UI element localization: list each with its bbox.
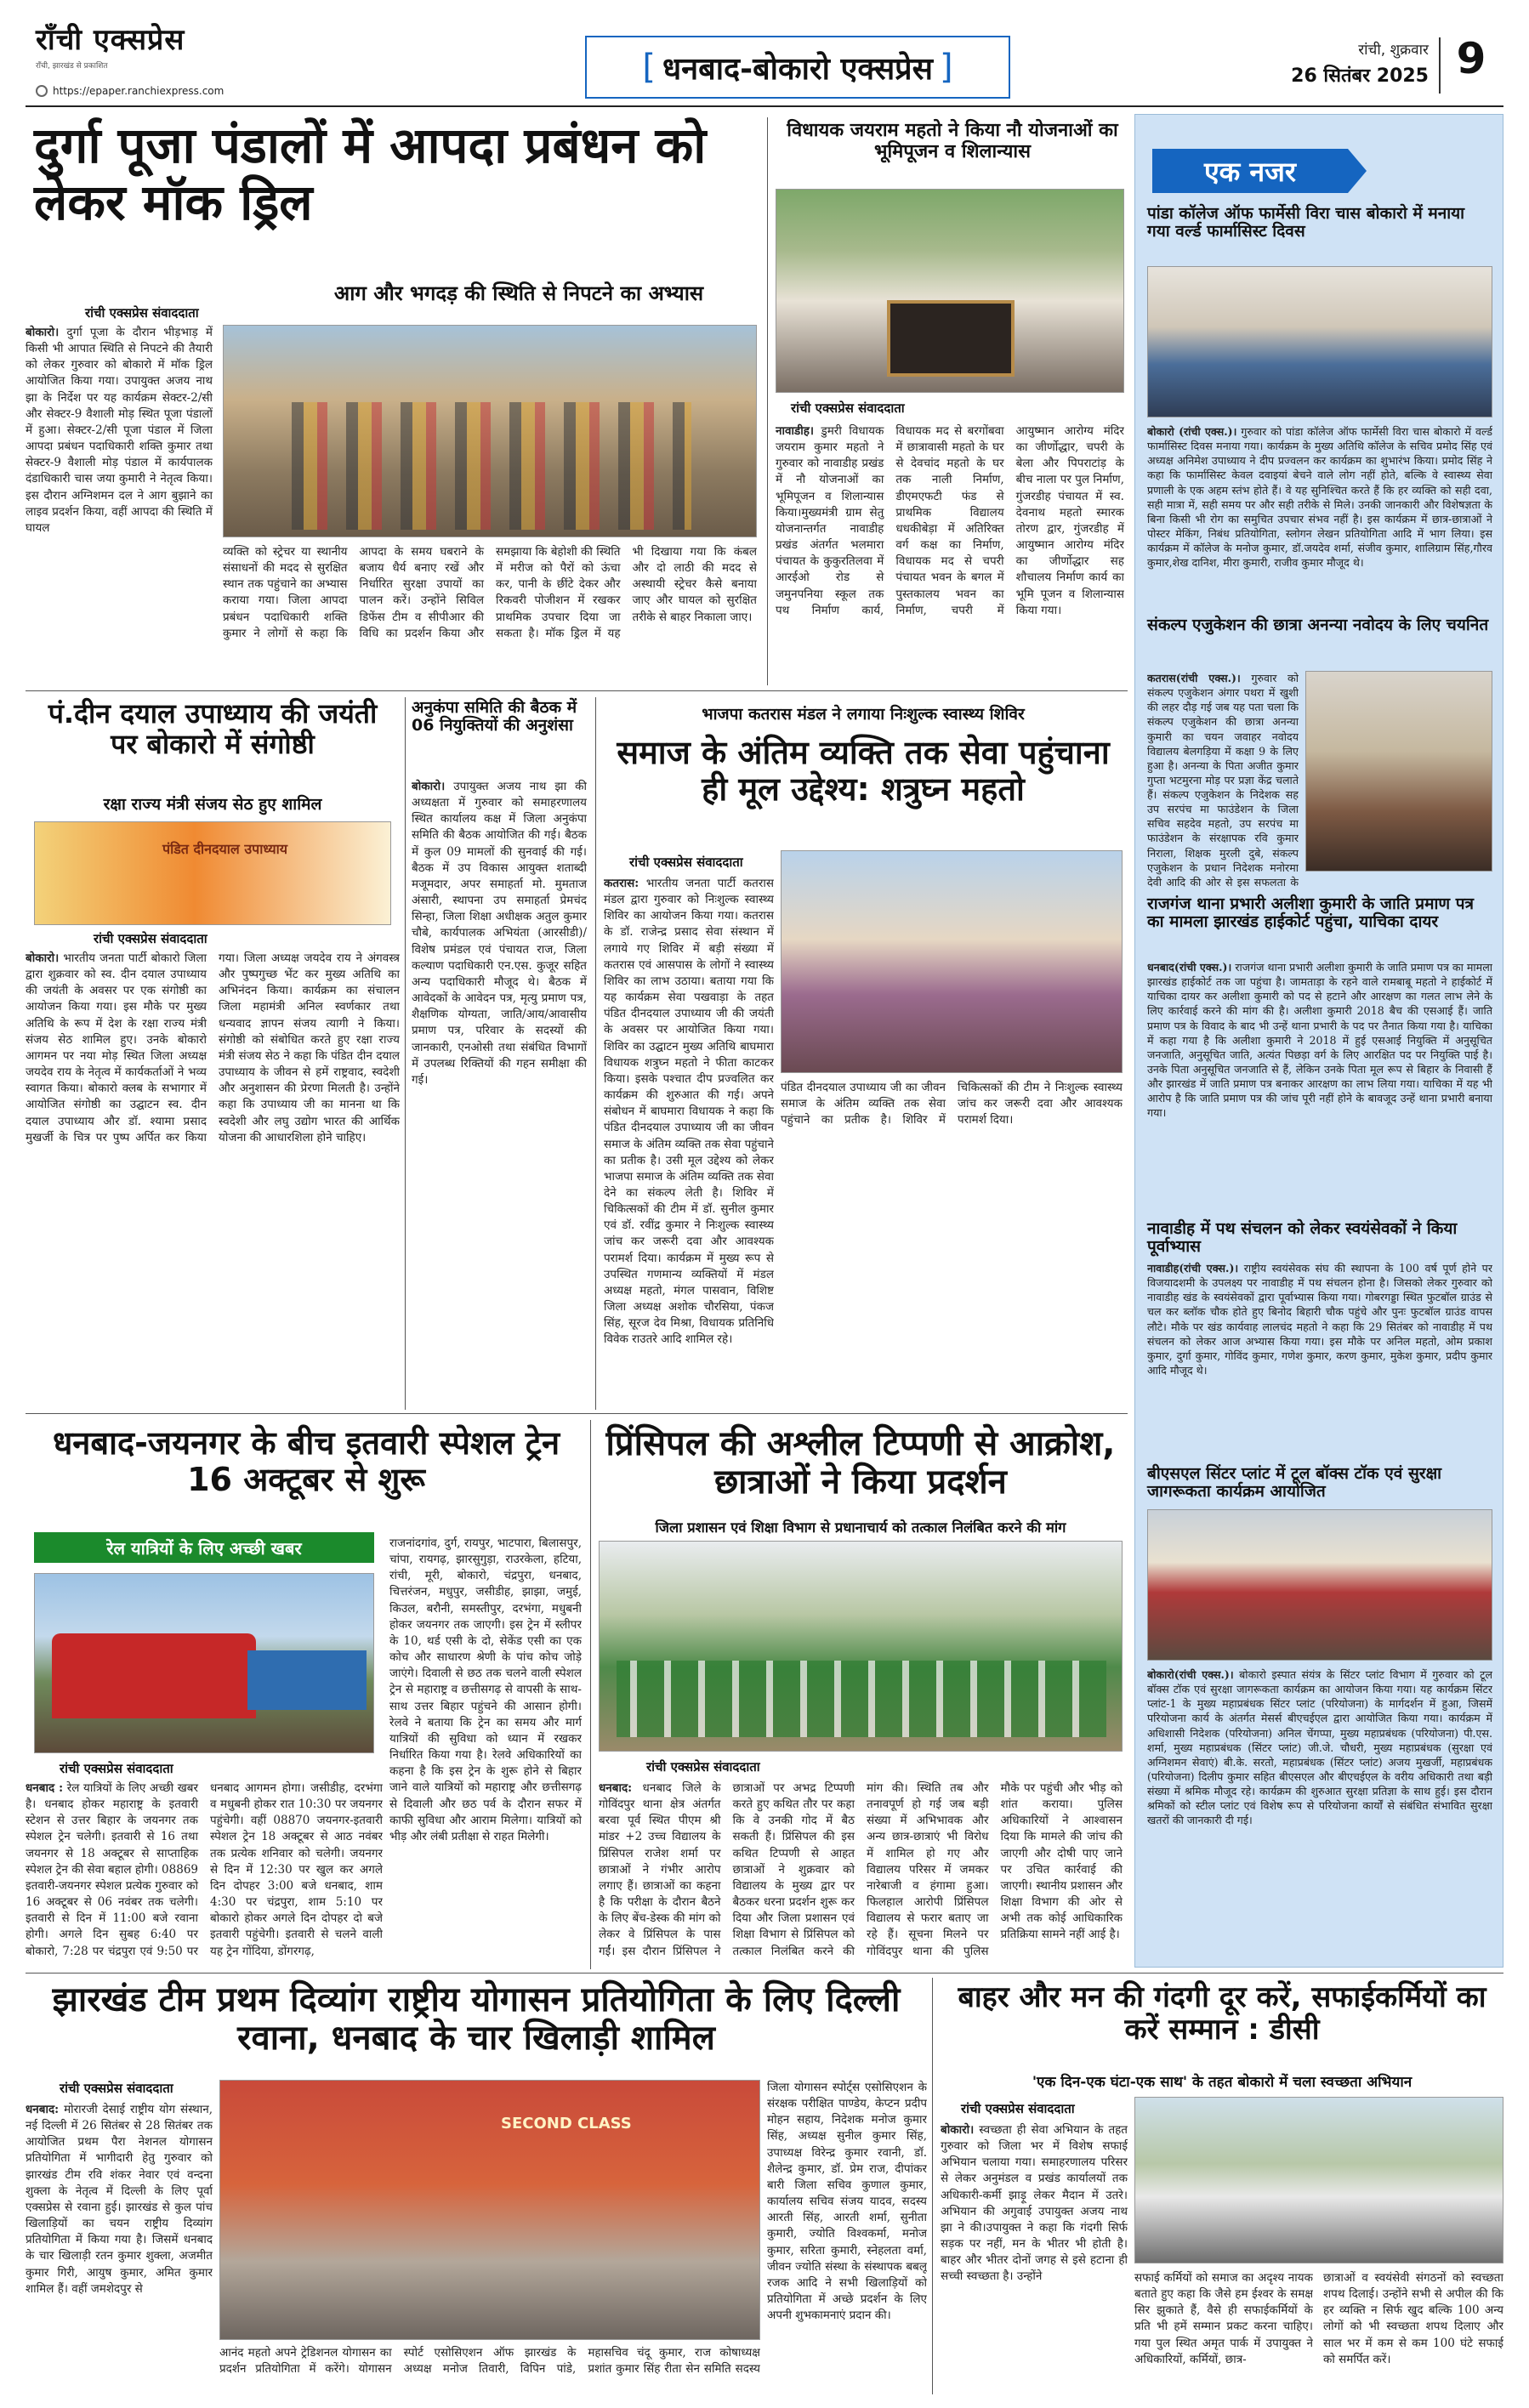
story6-body-a xyxy=(26,1780,383,1966)
globe-icon xyxy=(36,85,48,97)
story9-dateline: बोकारो। xyxy=(941,2123,975,2137)
story5-body-b xyxy=(781,1080,1123,1408)
url-line[interactable] xyxy=(36,82,224,100)
story8-text-b: आनंद महतो अपने ट्रेडिशनल योगासन का प्रदर्शन प्रतियोगिता में करेंगे। योगासन स्पोर्ट एसोसिएशन ऑफ झारखंड के अध्यक्ष मनोज तिवारी, विपिन पांडे, महासचिव चंदू कुमार, राज कोषाध्यक्ष प्रशांत कुमार सिंह रीता सेन समिति सदस्य xyxy=(219,2346,760,2377)
story3-dateline: बोकारो। xyxy=(26,951,60,965)
story1-byline: रांची एक्सप्रेस संवाददाता xyxy=(85,305,199,321)
row4-rule xyxy=(26,1973,1503,1974)
story9-left-rule xyxy=(932,1978,933,2394)
story5-kicker: भाजपा कतरास मंडल ने लगाया निःशुल्क स्वास्थ्य शिविर xyxy=(702,705,1025,724)
sidebar-item1-dateline: बोकारो (रांची एक्स.)। xyxy=(1147,425,1237,438)
story4-dateline: बोकारो। xyxy=(412,780,446,793)
story9-byline: रांची एक्सप्रेस संवाददाता xyxy=(961,2101,1075,2116)
story6-coach xyxy=(247,1650,367,1710)
story1-text-a: दुर्गा पूजा के दौरान भीड़भाड़ में किसी भी आपात स्थिति से निपटने की तैयारी को लेकर गुरुवार को बोकारो में मॉक ड्रिल आयोजित किया गया। उपायुक्त अजय नाथ झा के निर्देश पर यह कार्यक्रम सेक्टर-2/सी और सेक्टर-9 वैशाली मोड़ स्थित पूजा पंडालों में हुआ। सेक्टर-2/सी पूजा पंडाल में जिला आपदा प्रबंधन पदाधिकारी शक्ति कुमार तथा सेक्टर-9 वैशाली मोड़ पंडाल में कार्यपालक दंडाधिकारी चास जया कुमारी ने नेतृत्व किया। इस दौरान अग्निशमन दल ने आग बुझाने का लाइव प्रदर्शन किया, वहीं आपदा की स्थिति में घायल xyxy=(26,326,213,535)
story3-headline: पं.दीन दयाल उपाध्याय की जयंती पर बोकारो में संगोष्ठी xyxy=(48,697,378,760)
story7-photo xyxy=(599,1541,1123,1752)
story1-body-b xyxy=(223,544,757,684)
masthead-rule xyxy=(26,105,1503,107)
date-block xyxy=(1225,39,1429,88)
story7-headline: प्रिंसिपल की अश्लील टिप्पणी से आक्रोश, छात्राओं ने किया प्रदर्शन xyxy=(605,1424,1116,1502)
story6-text-b: राजनांदगांव, दुर्ग, रायपुर, भाटपारा, बिलासपुर, चांपा, रायगढ़, झारसुगुड़ा, राउरकेला, हटिया, रांची, मूरी, बोकारो, चंद्रपुरा, धनबाद, चित्तरंजन, मधुपुर, जसीडीह, झाझा, जमुई, किउल, बरौनी, समस्तीपुर, दरभंगा, मधुबनी होकर जयनगर तक जाएगी। इस ट्रेन में स्लीपर के 10, थर्ड एसी के दो, सेकेंड एसी का एक कोच और साधारण श्रेणी के पांच कोच जोड़े जाएंगे। दिवाली से छठ तक चलने वाली स्पेशल ट्रेन से महाराष्ट्र व छत्तीसगढ़ से वापसी के साथ-साथ उत्तर बिहार पहुंचने की आसान होगी। रेलवे ने बताया कि ट्रेन का समय और मार्ग यात्रियों की सुविधा को ध्यान में रखकर निर्धारित किया गया है। रेलवे अधिकारियों का कहना है कि इस ट्रेन के शुरू होने से बिहार जाने वाले यात्रियों को महाराष्ट्र और छत्तीसगढ़ से दिवाली और छठ पर्व के दौरान सफर में काफी सुविधा और आराम मिलेगा। यात्रियों को भीड़ और लंबी प्रतीक्षा से राहत मिलेगी। xyxy=(389,1536,582,1843)
story5-text-cont: पंडित दीनदयाल उपाध्याय जी का जीवन समाज के अंतिम व्यक्ति तक सेवा पहुंचाने का प्रतीक है। शिविर में चिकित्सकों की टीम ने निःशुल्क स्वास्थ्य जांच कर जरूरी दवा और आवश्यक परामर्श दिया। xyxy=(781,1081,1123,1127)
story3-photo xyxy=(34,821,391,925)
sidebar-item4-head: नावाडीह में पथ संचलन को लेकर स्वयंसेवकों ने किया पूर्वाभ्यास xyxy=(1147,1219,1458,1257)
story6-headline: धनबाद-जयनगर के बीच इतवारी स्पेशल ट्रेन 16 अक्टूबर से शुरू xyxy=(52,1424,560,1498)
bracket-right-icon: ] xyxy=(939,48,953,87)
sidebar-item2-head: संकल्प एजुकेशन की छात्रा अनन्या नवोदय के लिए चयनित xyxy=(1147,616,1489,634)
story8-text-c: जिला योगासन स्पोर्ट्स एसोसिएशन के संरक्षक परीक्षित पाण्डेय, केप्टन प्रदीप मोहन सहाय, निदेशक मनोज कुमार सिंह, अध्यक्ष सुनील कुमार सिंह, उपाध्यक्ष विरेन्द्र कुमार रवानी, डॉ. शैलेन्द्र कुमार, डॉ. प्रेम राज, दीपांकर बारी जिला सचिव कुणाल कुमार, कार्यालय सचिव संजय यादव, सदस्य आरती सिंह, आरती शर्मा, सुनीता कुमारी, ज्योति विश्वकर्मा, मनोज कुमार, सरिता कुमारी, स्नेहलता वर्मा, जीवन ज्योति संस्था के संस्थापक बबलू रजक आदि ने सभी खिलाड़ियों को प्रतियोगिता में अच्छे प्रदर्शन के लिए अपनी शुभकामनाएं प्रदान की। xyxy=(767,2081,927,2323)
story4-headline: अनुकंपा समिति की बैठक में 06 नियुक्तियों की अनुशंसा xyxy=(412,698,577,735)
sidebar-banner-arrow-icon xyxy=(1348,149,1367,193)
story4-text: उपायुक्त अजय नाथ झा की अध्यक्षता में गुरुवार को समाहरणालय स्थित कार्यालय कक्ष में जिला अनुकंपा समिति की बैठक आयोजित की गई। बैठक में कुल 09 मामलों की सुनवाई की गई। बैठक में उप विकास आयुक्त शताब्दी मजूमदार, अपर समाहर्ता मो. मुमताज अंसारी, स्थापना उप समाहर्ता प्रेमचंद सिन्हा, जिला शिक्षा अधीक्षक अतुल कुमार चौबे, कार्यपालक अभियंता (आरसीडी)/विशेष प्रमंडल एवं पंचायत राज, जिला कल्याण पदाधिकारी एन.एस. कुजूर सहित अन्य पदाधिकारी मौजूद थे। बैठक में आवेदकों के आवेदन पत्र, मृत्यु प्रमाण पत्र, शैक्षणिक योग्यता, जाति/आय/आवासीय प्रमाण पत्र, परिवार के सदस्यों की जानकारी, एनओसी तथा संबंधित विभागों में उपलब्ध रिक्तियों की गहन समीक्षा की गई। xyxy=(412,780,587,1087)
sidebar-item4-body xyxy=(1147,1261,1492,1458)
sidebar-item1-head: पांडा कॉलेज ऑफ फार्मेसी विरा चास बोकारो में मनाया गया वर्ल्ड फार्मासिस्ट दिवस xyxy=(1147,204,1465,241)
sidebar-banner xyxy=(1152,149,1348,193)
story1-photo-figures xyxy=(292,402,691,530)
story3-photo-caption: पंडित दीनदयाल उपाध्याय xyxy=(162,841,288,857)
story8-dateline: धनबाद: xyxy=(26,2103,60,2116)
story6-green-bar xyxy=(34,1532,374,1563)
story5-photo xyxy=(781,850,1123,1073)
story7-byline: रांची एक्सप्रेस संवाददाता xyxy=(646,1759,760,1775)
date-divider xyxy=(1439,37,1441,94)
story1-dateline: बोकारो। xyxy=(26,326,60,339)
sidebar-item5-dateline: बोकारो(रांची एक्स.)। xyxy=(1147,1668,1234,1681)
story8-photo xyxy=(219,2080,760,2340)
story1-text-b: व्यक्ति को स्ट्रेचर या स्थानीय संसाधनों की मदद से सुरक्षित स्थान तक पहुंचाने का अभ्यास कराया गया। जिला आपदा प्रबंधन पदाधिकारी शक्ति कुमार ने लोगों से कहा कि आपदा के समय घबराने के बजाय धैर्य बनाए रखें और निर्धारित सुरक्षा उपायों का पालन करें। उन्होंने सिविल डिफेंस टीम व सीपीआर की विधि का प्रदर्शन किया और समझाया कि बेहोशी की स्थिति में मरीज को पैरों को ऊंचा कर, पानी के छींटे देकर और रिकवरी पोजीशन में रखकर प्राथमिक उपचार दिया जा सकता है। मॉक ड्रिल में यह भी दिखाया गया कि कंबल और दो लाठी की मदद से अस्थायी स्ट्रेचर कैसे बनाया जाए और घायल को सुरक्षित तरीके से बाहर निकाला जाए। xyxy=(223,545,757,640)
story5-dateline: कतरास: xyxy=(604,877,639,890)
story8-photo-caption: SECOND CLASS xyxy=(501,2115,632,2133)
story6-byline: रांची एक्सप्रेस संवाददाता xyxy=(60,1761,173,1776)
story2-plaque xyxy=(887,300,1015,377)
section-title: धनबाद-बोकारो एक्सप्रेस xyxy=(662,51,933,87)
logo-text: राँची एक्सप्रेस xyxy=(36,23,185,57)
story6-text-a: रेल यात्रियों के लिए अच्छी खबर है। धनबाद होकर महाराष्ट्र के इतवारी स्टेशन से उत्तर बिहार के जयनगर तक स्पेशल ट्रेन चलेगी। इतवारी से 16 तथा जयनगर से 18 अक्टूबर से साप्ताहिक स्पेशल ट्रेन की सेवा बहाल होगी। 08869 इतवारी-जयनगर स्पेशल प्रत्येक गुरुवार को 16 अक्टूबर से 06 नवंबर तक चलेगी। इतवारी से दिन में 11:00 बजे रवाना होगी। अगले दिन सुबह 6:40 पर बोकारो, 7:28 पर चंद्रपुरा एवं 9:50 पर धनबाद आगमन होगा। जसीडीह, दरभंगा व मधुबनी होकर रात 10:30 पर जयनगर पहुंचेगी। वहीं 08870 जयनगर-इतवारी स्पेशल ट्रेन 18 अक्टूबर से आठ नवंबर तक प्रत्येक शनिवार को चलेगी। जयनगर से दिन में 12:30 पर खुल कर अगले दिन दोपहर 3:00 बजे धनबाद, शाम 4:30 पर चंद्रपुरा, शाम 5:10 पर बोकारो होकर अगले दिन दोपहर दो बजे इतवारी पहुंचेगी। इतवारी से चलने वाली यह ट्रेन गोंदिया, डोंगरगढ़, xyxy=(26,1781,383,1958)
sidebar-item1-photo xyxy=(1147,266,1492,417)
story9-body-b xyxy=(1134,2270,1313,2393)
story3-text: भारतीय जनता पार्टी बोकारो जिला द्वारा शुक्रवार को स्व. दीन दयाल उपाध्याय की जयंती के अवसर पर एक संगोष्ठी का आयोजन किया गया। इस मौके पर मुख्य अतिथि के रूप में देश के रक्षा राज्य मंत्री संजय सेठ शामिल हुए। उनके बोकारो आगमन पर नया मोड़ स्थित जिला अध्यक्ष जयदेव राय के नेतृत्व में कार्यकर्ताओं ने भव्य स्वागत किया। बोकारो क्लब के सभागार में आयोजित संगोष्ठी का उद्घाटन स्व. दीन दयाल उपाध्याय और डॉ. श्यामा प्रसाद मुखर्जी के चित्र पर पुष्प अर्पित कर किया गया। जिला अध्यक्ष जयदेव राय ने अंगवस्त्र और पुष्पगुच्छ भेंट कर मुख्य अतिथि का अभिनंदन किया। कार्यक्रम का संचालन जिला महामंत्री अनिल स्वर्णकार तथा धन्यवाद ज्ञापन संजय त्यागी ने किया। संगोष्ठी को संबोधित करते हुए रक्षा राज्य मंत्री संजय सेठ ने कहा कि पंडित दीन दयाल उपाध्याय के जीवन से हमें राष्ट्रवाद, स्वदेशी और अनुशासन की प्रेरणा मिलती है। उन्होंने कहा कि उपाध्याय जी का मानना था कि स्वदेशी और लघु उद्योग भारत की आर्थिक योजना की आधारशिला होने चाहिए। xyxy=(26,951,400,1144)
story6-photo xyxy=(34,1573,374,1753)
logo-tagline: राँची, झारखंड से प्रकाशित xyxy=(36,62,108,71)
sidebar-item3-text: राजगंज थाना प्रभारी अलीशा कुमारी के जाति प्रमाण पत्र का मामला झारखंड हाईकोर्ट तक जा पहुंचा है। जामताड़ा के रहने वाले रामबाबू महतो ने हाईकोर्ट में याचिका दायर कर अलीशा कुमारी को पद से हटाने और आरक्षण का गलत लाभ लेने के लिए कार्रवाई करने की मांग की है। अलीशा कुमारी 2018 बैच की एसआई हैं। जाति प्रमाण पत्र के विवाद के बाद भी उन्हें थाना प्रभारी के पद पर तैनात किया गया है। याचिका में कहा गया है कि अलीशा कुमारी ने 2018 में हुई एसआई नियुक्ति में अनुसूचित जनजाति, अनुसूचित जाति, अत्यंत पिछड़ा वर्ग के लिए आरक्षित पद पर नियुक्ति पाई है। उनके पिता अनुसूचित जनजाति से हैं, लेकिन उनके पिता मूल रूप से बिहार के निवासी हैं और झारखंड में जाति प्रमाण पत्र बनाकर आरक्षण का लाभ लिया गया। याचिका में यह भी आरोप है कि जाति प्रमाण पत्र की जांच पूरी नहीं होने के बावजूद उन्हें थाना प्रभारी बनाया गया। xyxy=(1147,961,1492,1120)
story2-text: डुमरी विधायक जयराम कुमार महतो ने गुरुवार को नावाडीह प्रखंड में नौ योजनाओं का भूमिपूजन व शिलान्यास किया।मुख्यमंत्री ग्राम सेतु योजनान्तर्गत नावाडीह प्रखंड अंतर्गत भलमारा पंचायत के कुकुरतिलवा में आरईओ रोड से जमुनपनिया स्कूल तक पथ निर्माण कार्य, विधायक मद से बरगोंबवा में छात्रावासी महतो के घर से देवचांद महतो के घर तक नाली निर्माण, डीएमएफटी फंड से प्राथमिक विद्यालय धधकीबेड़ा में अतिरिक्त वर्ग कक्ष का निर्माण, विधायक मद से चपरी पंचायत भवन के बगल में पुस्तकालय भवन का निर्माण, चपरी में आयुष्मान आरोग्य मंदिर का जीर्णोद्धार, चपरी के बेला और पिपराटांड़ के बीच नाला पर पुल निर्माण, गुंजरडीह पंचायत में स्व. देवनाथ महतो स्मारक तोरण द्वार, गुंजरडीह में आयुष्मान आरोग्य मंदिर का जीर्णोद्धार सह शौचालय निर्माण कार्य का भूमि पूजन व शिलान्यास किया गया। xyxy=(776,424,1124,617)
story9-body-a xyxy=(941,2122,1128,2393)
sidebar-item3-body xyxy=(1147,960,1492,1215)
sidebar-item2-body xyxy=(1147,671,1299,890)
story7-body xyxy=(599,1780,1123,1966)
story2-byline: रांची एक्सप्रेस संवाददाता xyxy=(791,400,905,416)
story5-byline: रांची एक्सप्रेस संवाददाता xyxy=(629,855,743,870)
row2-rule xyxy=(26,690,1128,691)
sidebar-item1-body xyxy=(1147,424,1492,610)
row3-rule xyxy=(26,1413,1128,1414)
story1-body-a xyxy=(26,325,213,614)
story4-left-rule xyxy=(405,697,406,1410)
issue-date: 26 सितंबर 2025 xyxy=(1291,65,1429,87)
story6-green-bar-text: रेल यात्रियों के लिए अच्छी खबर xyxy=(106,1537,302,1559)
story9-text-a: स्वच्छता ही सेवा अभियान के तहत गुरुवार को जिला भर में विशेष सफाई अभियान चलाया गया। समाहरणालय परिसर से लेकर अनुमंडल व प्रखंड कार्यालयों तक अधिकारी-कर्मी झाड़ू लेकर मैदान में उतरे। अभियान की अगुवाई उपायुक्त अजय नाथ झा ने की।उपायुक्त ने कहा कि गंदगी सिर्फ सड़क पर नहीं, मन के भीतर भी होती है। बाहर और भीतर दोनों जगह से इसे हटाना ही सच्ची स्वच्छता है। उन्होंने xyxy=(941,2123,1128,2284)
story1-subhead: आग और भगदड़ की स्थिति से निपटने का अभ्यास xyxy=(333,281,704,305)
page-number: 9 xyxy=(1456,34,1486,83)
sidebar-item1-text: गुरुवार को पांडा कॉलेज ऑफ फार्मेसी विरा चास बोकारो में वर्ल्ड फार्मासिस्ट दिवस मनाया गया। कार्यक्रम के मुख्य अतिथि कॉलेज के सचिव प्रमोद सिंह एवं अध्यक्ष अनिमेश उपाध्याय ने दीप प्रज्वलन कर कार्यक्रम का शुभारंभ किया। प्रमोद सिंह ने कहा कि फार्मासिस्ट केवल दवाइयां बेचने वाले लोग नहीं होते, बल्कि वे स्वास्थ्य सेवा प्रणाली के एक अहम स्तंभ होते हैं। वे यह सुनिश्चित करते हैं कि हर व्यक्ति को सही दवा, सही मात्रा में, सही समय पर और सही तरीके से मिले। उनकी जानकारी और विशेषज्ञता के बिना किसी भी रोग का समुचित उपचार संभव नहीं है। इस कार्यक्रम में छात्र-छात्राओं ने पोस्टर मेकिंग, निबंध प्रतियोगिता, स्लोगन लेखन प्रतियोगिता आदि में भाग लिया। इस कार्यक्रम में कॉलेज के मनोज कुमार, डॉ.जयदेव शर्मा, संजीव कुमार, शालिग्राम सिंह,गौरव कुमार,शेख दानिश, मीरा कुमारी, राजीव कुमार मौजूद थे। xyxy=(1147,425,1492,570)
story5-left-rule xyxy=(595,697,596,1410)
sidebar-item5-photo xyxy=(1147,1509,1492,1661)
story2-left-rule xyxy=(767,117,768,685)
story1-headline: दुर्गा पूजा पंडालों में आपदा प्रबंधन को लेकर मॉक ड्रिल xyxy=(34,116,707,231)
sidebar-item5-body xyxy=(1147,1667,1492,1956)
story9-photo xyxy=(1134,2097,1503,2263)
story2-headline: विधायक जयराम महतो ने किया नौ योजनाओं का भूमिपूजन व शिलान्यास xyxy=(787,120,1118,162)
bracket-left-icon: [ xyxy=(642,48,657,87)
sidebar-item5-text: बोकारो इस्पात संयंत्र के सिंटर प्लांट विभाग में गुरुवार को टूल बॉक्स टॉक एवं सुरक्षा जागरूकता कार्यक्रम का आयोजन किया गया। यह कार्यक्रम सिंटर प्लांट-1 के मुख्य महाप्रबंधक सिंटर प्लांट (परियोजना) के मार्गदर्शन में हुआ, जिसमें परियोजना कार्य के अंतर्गत मेसर्स बीएचईएल द्वारा आयोजित किया गया। कार्यक्रम में अधिशासी निदेशक (परियोजना) अनिल चेंगप्पा, मुख्य महाप्रबंधक (परियोजना) पी.एस. शर्मा, मुख्य महाप्रबंधक (सिंटर प्लांट) जी.जे. चौधरी, मुख्य महाप्रबंधक (सुरक्षा एवं अग्निशमन सेवाएं) बी.के. सरतो, महाप्रबंधक (सिंटर प्लांट) अजय मुखर्जी, महाप्रबंधक (परियोजना) दिलीप कुमार सहित बीएसएल और बीएचईएल के वरीय अधिकारी तथा बड़ी संख्या में श्रमिक मौजूद रहे। कार्यक्रम की शुरुआत सुरक्षा प्रतिज्ञा के साथ हुई। इस दौरान श्रमिकों को स्टील प्लांट एवं विशेष रूप से परियोजना कार्यों से संबंधित संभावित सुरक्षा खतरों की जानकारी दी गई। xyxy=(1147,1668,1492,1827)
sidebar-item3-dateline: धनबाद(रांची एक्स.)। xyxy=(1147,961,1232,974)
story5-headline: समाज के अंतिम व्यक्ति तक सेवा पहुंचाना ही मूल उद्देश्य: शत्रुघ्न महतो xyxy=(617,734,1110,808)
story3-subhead: रक्षा राज्य मंत्री संजय सेठ हुए शामिल xyxy=(103,795,322,814)
story7-text: धनबाद जिले के गोविंदपुर थाना क्षेत्र अंतर्गत बरवा पूर्व स्थित पीएम श्री मांडर +2 उच्च विद्यालय के प्रिंसिपल राजेश शर्मा पर छात्राओं ने गंभीर आरोप लगाए हैं। छात्राओं का कहना है कि परीक्षा के दौरान बैठने के लिए बेंच-डेस्क की मांग को लेकर वे प्रिंसिपल के पास गईं। इस दौरान प्रिंसिपल ने छात्राओं पर अभद्र टिप्पणी करते हुए कथित तौर पर कहा कि वे उनकी गोद में बैठ सकती हैं। प्रिंसिपल की इस कथित टिप्पणी से आहत छात्राओं ने शुक्रवार को विद्यालय के मुख्य द्वार पर बैठकर धरना प्रदर्शन शुरू कर दिया और जिला प्रशासन एवं शिक्षा विभाग से प्रिंसिपल को तत्काल निलंबित करने की मांग की। स्थिति तब और तनावपूर्ण हो गई जब बड़ी संख्या में अभिभावक और अन्य छात्र-छात्राएं भी विरोध में शामिल हो गए और विद्यालय परिसर में जमकर नारेबाजी व हंगामा हुआ। फिलहाल आरोपी प्रिंसिपल विद्यालय से फरार बताए जा रहे हैं। सूचना मिलने पर गोविंदपुर थाना की पुलिस मौके पर पहुंची और भीड़ को शांत कराया। पुलिस अधिकारियों ने आश्वासन दिया कि मामले की जांच की जाएगी और दोषी पाए जाने पर उचित कार्रवाई की जाएगी। स्थानीय प्रशासन और शिक्षा विभाग की ओर से अभी तक कोई आधिकारिक प्रतिक्रिया सामने नहीं आई है। xyxy=(599,1781,1123,1958)
story9-text-b: सफाई कर्मियों को समाज का अदृश्य नायक बताते हुए कहा कि जैसे हम ईश्वर के समक्ष सिर झुकाते हैं, वैसे ही सफाईकर्मियों के प्रति भी हमें सम्मान प्रकट करना चाहिए। गया पुल स्थित अमृत पार्क में उपायुक्त ने अधिकारियों, कर्मियों, छात्र- xyxy=(1134,2271,1313,2366)
story9-body-c xyxy=(1323,2270,1503,2393)
story6-locomotive xyxy=(52,1633,256,1718)
story4-body xyxy=(412,779,587,1408)
sidebar-item2-dateline: कतरास(रांची एक्स.)। xyxy=(1147,672,1241,684)
story9-subhead: 'एक दिन-एक घंटा-एक साथ' के तहत बोकारो में चला स्वच्छता अभियान xyxy=(1032,2074,1412,2091)
story2-body xyxy=(776,423,1124,685)
masthead-logo xyxy=(36,19,316,80)
section-title-box xyxy=(585,36,1010,99)
sidebar-item4-text: राष्ट्रीय स्वयंसेवक संघ की स्थापना के 100 वर्ष पूर्ण होने पर विजयादशमी के उपलक्ष्य पर नावाडीह में पथ संचलन होना है। जिसको लेकर गुरुवार को नावाडीह खंड के स्वयंसेवकों द्वारा पूर्वाभ्यास किया गया। गोबरगड्डा स्थित फुटबॉल ग्राउंड से चल कर ब्लॉक चौक होते हुए बिनोद बिहारी चौक पहुंचे और पुनः फुटबॉल ग्राउंड वापस लौटे। मौके पर खंड कार्यवाह लालचंद महतो ने कहा कि 29 सितंबर को नावाडीह में पथ संचलन को लेकर आज अभ्यास किया गया। इस मौके पर अनिल महतो, ओम प्रकाश कुमार, दुर्गा कुमार, गोविंद कुमार, गणेश कुमार, करण कुमार, मुकेश कुमार, प्रदीप कुमार आदि मौजूद थे। xyxy=(1147,1262,1492,1377)
sidebar-item2-text: गुरुवार को संकल्प एजुकेशन अंगार पथरा में खुशी की लहर दौड़ गई जब यह पता चला कि संकल्प एजुकेशन की छात्रा अनन्या कुमारी का चयन जवाहर नवोदय विद्यालय बेलगड़िया में कक्षा 9 के लिए हुआ है। अनन्या के पिता अजीत कुमार गुप्ता भटमुरना मोड़ पर प्रज्ञा केंद्र चलाते हैं। संकल्प एजुकेशन के निदेशक सह उप सरपंच मा फाउंडेशन के जिला सचिव सहदेव महतो, उप सरपंच मा फाउंडेशन के संरक्षापक रवि कुमार निराला, शिक्षक मुरली दुबे, संकल्प एजुकेशन के प्रधान निदेशक मनोरमा देवी आदि की ओर से इस सफलता के xyxy=(1147,672,1299,889)
story7-dateline: धनबाद: xyxy=(599,1781,633,1795)
sidebar-banner-text: एक नजर xyxy=(1203,155,1296,188)
story8-headline: झारखंड टीम प्रथम दिव्यांग राष्ट्रीय योगासन प्रतियोगिता के लिए दिल्ली रवाना, धनबाद के चार खिलाड़ी शामिल xyxy=(52,1980,901,2058)
story8-text-a: मोरारजी देसाई राष्ट्रीय योग संस्थान, नई दिल्ली में 26 सितंबर से 28 सितंबर तक आयोजित प्रथम पैरा नेशनल योगासन प्रतियोगिता में भागीदारी हेतु गुरुवार को झारखंड टीम रवि शंकर नेवार एवं वन्दना शुक्ला के नेतृत्व में दिल्ली के लिए पूर्वा एक्सप्रेस से रवाना हुई। झारखंड से कुल पांच खिलाड़ियों का चयन राष्ट्रीय दिव्यांग प्रतियोगिता में किया गया है। जिसमें धनबाद के चार खिलाड़ी रतन कुमार शुक्ला, अजमीत कुमार गिरी, आयुष कुमार, अमित कुमार शामिल हैं। वहीं जमशेदपुर से xyxy=(26,2103,213,2296)
story5-text: भारतीय जनता पार्टी कतरास मंडल द्वारा गुरुवार को निःशुल्क स्वास्थ्य शिविर का आयोजन किया गया। कतरास के डॉ. राजेन्द्र प्रसाद सेवा संस्थान में लगाये गए शिविर में बड़ी संख्या में कतरास एवं आसपास के लोगों ने स्वास्थ्य शिविर का लाभ उठाया। बताया गया कि यह कार्यक्रम सेवा पखवाड़ा के तहत पंडित दीनदयाल उपाध्याय जी की जयंती के अवसर पर आयोजित किया गया। शिविर का उद्घाटन मुख्य अतिथि बाघमारा विधायक शत्रुघ्न महतो ने फीता काटकर किया। इसके पश्चात दीप प्रज्वलित कर कार्यक्रम की शुरुआत की गई। अपने संबोधन में बाघमारा विधायक ने कहा कि पंडित दीनदयाल उपाध्याय जी का जीवन समाज के अंतिम व्यक्ति तक सेवा पहुंचाने का प्रतीक है। उसी मूल उद्देश्य को लेकर भाजपा समाज के अंतिम व्यक्ति तक सेवा देने का संकल्प लेती है। शिविर में चिकित्सकों की टीम में डॉ. सुनील कुमार एवं डॉ. रवींद्र कुमार ने निःशुल्क स्वास्थ्य जांच कर जरूरी दवा और आवश्यक परामर्श दिया। कार्यक्रम में मुख्य रूप से उपस्थित गणमान्य व्यक्तियों में मंडल अध्यक्ष महतो, मंगल पासवान, विशिष्ट जिला अध्यक्ष अशोक चौरसिया, पंकज सिंह, सूरज देव मिश्रा, विधायक प्रतिनिधि विवेक राउतरे आदि शामिल रहे। xyxy=(604,877,774,1347)
sidebar-item3-head: राजगंज थाना प्रभारी अलीशा कुमारी के जाति प्रमाण पत्र का मामला झारखंड हाईकोर्ट पहुंचा, याचिका दायर xyxy=(1147,894,1475,932)
sidebar-item5-head: बीएसएल सिंटर प्लांट में टूल बॉक्स टॉक एवं सुरक्षा जागरूकता कार्यक्रम आयोजित xyxy=(1147,1464,1442,1502)
story8-byline: रांची एक्सप्रेस संवाददाता xyxy=(60,2081,173,2096)
sidebar-item4-dateline: नावाडीह(रांची एक्स.)। xyxy=(1147,1262,1239,1275)
story7-left-rule xyxy=(590,1420,591,1969)
story8-body-b xyxy=(219,2345,760,2393)
story7-subhead: जिला प्रशासन एवं शिक्षा विभाग से प्रधानाचार्य को तत्काल निलंबित करने की मांग xyxy=(655,1519,1066,1536)
story2-photo xyxy=(776,189,1124,393)
story8-body-c xyxy=(767,2080,927,2393)
story3-byline: रांची एक्सप्रेस संवाददाता xyxy=(94,931,207,946)
story5-body-a xyxy=(604,876,774,1408)
story2-dateline: नावाडीह। xyxy=(776,424,814,438)
story3-body xyxy=(26,951,400,1401)
city-day: रांची, शुक्रवार xyxy=(1358,42,1429,59)
masthead xyxy=(0,0,1529,109)
story6-dateline: धनबाद : xyxy=(26,1781,64,1795)
story9-headline: बाहर और मन की गंदगी दूर करें, सफाईकर्मियों का करें सम्मान : डीसी xyxy=(958,1980,1486,2047)
story8-body-a xyxy=(26,2102,213,2391)
story1-photo xyxy=(223,325,757,537)
sidebar xyxy=(1134,114,1503,1968)
story9-text-c: छात्राओं व स्वयंसेवी संगठनों को स्वच्छता शपथ दिलाई। उन्होंने सभी से अपील की कि हर व्यक्ति न सिर्फ खुद बल्कि 100 अन्य लोगों को भी स्वच्छता शपथ दिलाए और साल भर में कम से कम 100 घंटे सफाई को समर्पित करें। xyxy=(1323,2271,1503,2366)
sidebar-item2-photo xyxy=(1305,671,1492,872)
url-text: https://epaper.ranchiexpress.com xyxy=(53,85,225,97)
story7-photo-crowd xyxy=(617,1661,1106,1737)
story6-body-b xyxy=(389,1536,582,1966)
